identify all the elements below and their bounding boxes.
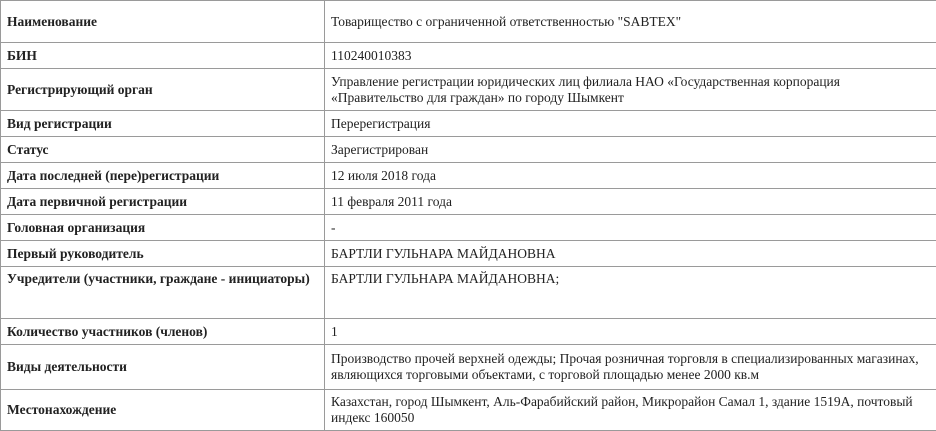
table-row: [1, 267, 936, 319]
field-value: Производство прочей верхней одежды; Прочая розничная торговля в специализированных магазинах, являющихся торговыми объектами, с торговой площадью менее 2000 кв.м: [325, 345, 936, 390]
field-value: Перерегистрация: [325, 111, 936, 137]
field-value: БАРТЛИ ГУЛЬНАРА МАЙДАНОВНА: [325, 241, 936, 267]
field-value: Товарищество с ограниченной ответственностью "SABTEX": [325, 1, 936, 43]
field-label: Количество участников (членов): [1, 319, 325, 345]
table-row: [1, 43, 936, 69]
table-row: [1, 69, 936, 111]
field-label: Местонахождение: [1, 390, 325, 431]
table-row: [1, 1, 936, 43]
field-value: 110240010383: [325, 43, 936, 69]
field-label: Дата первичной регистрации: [1, 189, 325, 215]
field-value: 1: [325, 319, 936, 345]
table-row: [1, 319, 936, 345]
field-label: Вид регистрации: [1, 111, 325, 137]
table-row: [1, 163, 936, 189]
field-label: БИН: [1, 43, 325, 69]
field-value: 12 июля 2018 года: [325, 163, 936, 189]
field-label: Наименование: [1, 1, 325, 43]
field-value: Зарегистрирован: [325, 137, 936, 163]
field-label: Дата последней (пере)регистрации: [1, 163, 325, 189]
field-value: Казахстан, город Шымкент, Аль-Фарабийский район, Микрорайон Самал 1, здание 1519А, почтовый индекс 160050: [325, 390, 936, 431]
field-label: Регистрирующий орган: [1, 69, 325, 111]
table-row: [1, 137, 936, 163]
table-row: [1, 241, 936, 267]
field-label: Учредители (участники, граждане - инициаторы): [1, 267, 325, 319]
table-row: [1, 390, 936, 431]
field-label: Головная организация: [1, 215, 325, 241]
field-label: Первый руководитель: [1, 241, 325, 267]
field-label: Статус: [1, 137, 325, 163]
field-value: -: [325, 215, 936, 241]
table-row: [1, 345, 936, 390]
field-value: Управление регистрации юридических лиц филиала НАО «Государственная корпорация «Правительство для граждан» по городу Шымкент: [325, 69, 936, 111]
table-row: [1, 189, 936, 215]
field-label: Виды деятельности: [1, 345, 325, 390]
field-value: 11 февраля 2011 года: [325, 189, 936, 215]
field-value: БАРТЛИ ГУЛЬНАРА МАЙДАНОВНА;: [325, 267, 936, 319]
table-row: [1, 111, 936, 137]
table-row: [1, 215, 936, 241]
